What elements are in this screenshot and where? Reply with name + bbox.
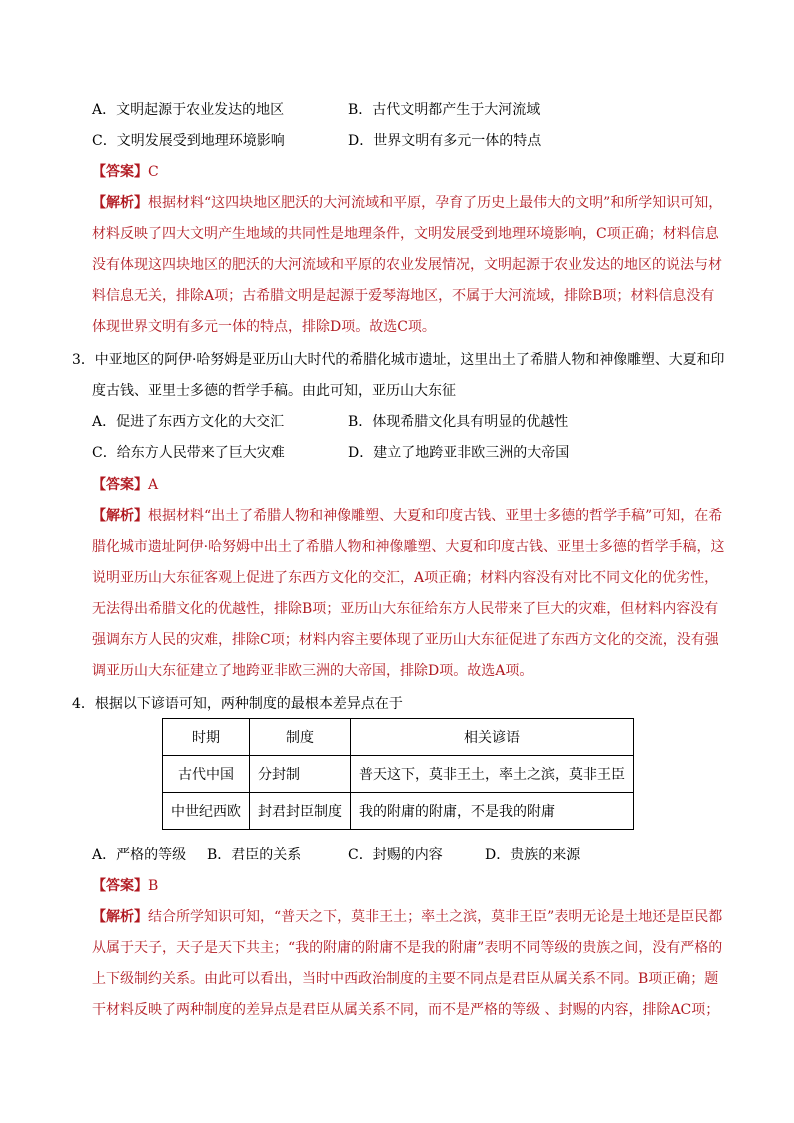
q3-option-a: A．促进了东西方文化的大交汇 <box>92 414 285 430</box>
table-cell: 中世纪西欧 <box>163 793 250 830</box>
q3-analysis-line: 无法得出希腊文化的优越性，排除B项；亚历山大东征给东方人民带来了巨大的灾难，但材料内容没有 <box>92 601 719 617</box>
analysis-tag: 【解析】 <box>92 195 148 211</box>
q2-option-a: A．文明起源于农业发达的地区 <box>92 102 285 118</box>
answer-value: C <box>148 164 159 180</box>
q3-answer <box>92 475 158 495</box>
analysis-tag: 【解析】 <box>92 909 148 925</box>
table-header-cell: 时期 <box>163 719 250 756</box>
q4-analysis-line: 【解析】结合所学知识可知，“普天之下，莫非王土；率土之滨，莫非王臣”表明无论是土地还是臣民都 <box>92 909 723 925</box>
proverb-table <box>162 718 634 830</box>
q2-option-d: D．世界文明有多元一体的特点 <box>348 133 542 149</box>
answer-tag: 【答案】 <box>92 164 148 180</box>
q4-option-c: C．封赐的内容 <box>348 847 443 863</box>
q2-option-b: B．古代文明都产生于大河流域 <box>348 102 541 118</box>
q3-analysis-line: 调亚历山大东征建立了地跨亚非欧三洲的大帝国，排除D项。故选A项。 <box>92 663 534 679</box>
q4-option-d: D．贵族的来源 <box>485 847 581 863</box>
q3-analysis-line: 说明亚历山大东征客观上促进了东西方文化的交汇，A项正确；材料内容没有对比不同文化的优劣性， <box>92 570 719 586</box>
q4-option-b: B．君臣的关系 <box>207 847 302 863</box>
table-cell: 普天这下，莫非王土，率土之滨，莫非王臣 <box>351 756 634 793</box>
q3-option-d: D．建立了地跨亚非欧三洲的大帝国 <box>348 445 570 461</box>
q4-stem: 4．根据以下谚语可知，两种制度的最根本差异点在于 <box>72 696 403 712</box>
q2-analysis-line: 【解析】根据材料“这四块地区肥沃的大河流域和平原，孕育了历史上最伟大的文明”和所学知识可知， <box>92 195 723 211</box>
q4-answer <box>92 876 158 896</box>
q2-analysis-line: 材料反映了四大文明产生地域的共同性是地理条件，文明发展受到地理环境影响，C项正确；材料信息 <box>92 226 719 242</box>
table-cell: 我的附庸的附庸，不是我的附庸 <box>351 793 634 830</box>
table-cell: 封君封臣制度 <box>250 793 351 830</box>
answer-value: B <box>148 878 159 894</box>
q2-answer <box>92 162 159 182</box>
analysis-tag: 【解析】 <box>92 508 148 524</box>
table-cell: 分封制 <box>250 756 351 793</box>
q4-analysis-line: 干材料反映了两种制度的差异点是君臣从属关系不同，而不是严格的等级 、封赐的内容，排除AC项； <box>92 1002 720 1018</box>
table-header-cell: 相关谚语 <box>351 719 634 756</box>
q2-analysis-line: 没有体现这四块地区的肥沃的大河流域和平原的农业发展情况，文明起源于农业发达的地区的说法与材 <box>92 257 722 273</box>
table-header-row <box>163 719 634 756</box>
answer-value: A <box>148 477 159 493</box>
q3-stem-line: 3．中亚地区的阿伊·哈努姆是亚历山大时代的希腊化城市遗址，这里出土了希腊人物和神像雕塑、大夏和印 <box>72 352 725 368</box>
q3-stem-line: 度古钱、亚里士多德的哲学手稿。由此可知，亚历山大东征 <box>92 383 456 399</box>
q3-analysis-line: 强调东方人民的灾难，排除C项；材料内容主要体现了亚历山大东征促进了东西方文化的交流，没有强 <box>92 632 719 648</box>
q4-analysis-line: 从属于天子，天子是天下共主；“我的附庸的附庸不是我的附庸”表明不同等级的贵族之间，没有严格的 <box>92 940 723 956</box>
table-cell: 古代中国 <box>163 756 250 793</box>
q2-analysis-line: 体现世界文明有多元一体的特点，排除D项。故选C项。 <box>92 319 436 335</box>
table-row <box>163 793 634 830</box>
answer-tag: 【答案】 <box>92 477 148 493</box>
q3-analysis-line: 【解析】根据材料“出土了希腊人物和神像雕塑、大夏和印度古钱、亚里士多德的哲学手稿”可知，在希 <box>92 508 723 524</box>
q4-option-a: A．严格的等级 <box>92 847 187 863</box>
q3-option-c: C．给东方人民带来了巨大灾难 <box>92 445 285 461</box>
q3-option-b: B．体现希腊文化具有明显的优越性 <box>348 414 569 430</box>
table-header-cell: 制度 <box>250 719 351 756</box>
table-row <box>163 756 634 793</box>
q2-analysis-line: 料信息无关，排除A项；古希腊文明是起源于爱琴海地区，不属于大河流域，排除B项；材料信息没有 <box>92 288 715 304</box>
q3-analysis-line: 腊化城市遗址阿伊·哈努姆中出土了希腊人物和神像雕塑、大夏和印度古钱、亚里士多德的哲学手稿，这 <box>92 539 725 555</box>
answer-tag: 【答案】 <box>92 878 148 894</box>
q2-option-c: C．文明发展受到地理环境影响 <box>92 133 285 149</box>
q4-analysis-line: 上下级制约关系。由此可以看出，当时中西政治制度的主要不同点是君臣从属关系不同。B项正确；题 <box>92 971 719 987</box>
